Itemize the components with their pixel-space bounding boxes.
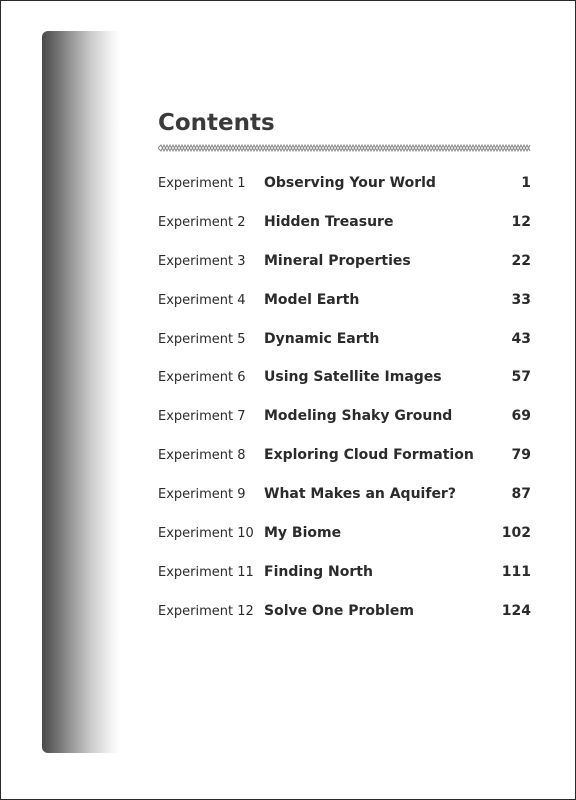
toc-entry[interactable] bbox=[158, 559, 531, 598]
experiment-title: Model Earth bbox=[264, 291, 360, 308]
toc-entry[interactable] bbox=[158, 248, 531, 287]
page-number: 43 bbox=[511, 330, 531, 347]
experiment-title: My Biome bbox=[264, 525, 342, 542]
book-spine-shadow bbox=[42, 31, 120, 753]
page-number: 69 bbox=[511, 408, 531, 425]
experiment-title: Observing Your World bbox=[264, 175, 436, 191]
toc-entry[interactable] bbox=[158, 442, 531, 481]
experiment-number: Experiment 8 bbox=[158, 448, 246, 464]
page-number: 87 bbox=[511, 486, 531, 503]
experiment-title: Using Satellite Images bbox=[264, 369, 442, 386]
experiment-number: Experiment 4 bbox=[158, 292, 246, 308]
page-number: 57 bbox=[511, 369, 531, 386]
experiment-number: Experiment 12 bbox=[158, 603, 254, 619]
page-number: 33 bbox=[511, 291, 531, 308]
decorative-divider bbox=[158, 143, 531, 153]
page-number: 1 bbox=[521, 175, 531, 191]
experiment-title: Dynamic Earth bbox=[264, 330, 380, 347]
experiment-title: Solve One Problem bbox=[264, 602, 414, 619]
experiment-title: Mineral Properties bbox=[264, 252, 411, 269]
table-of-contents bbox=[158, 170, 531, 637]
experiment-number: Experiment 1 bbox=[158, 176, 246, 191]
toc-entry[interactable] bbox=[158, 170, 531, 209]
toc-entry[interactable] bbox=[158, 326, 531, 365]
experiment-number: Experiment 11 bbox=[158, 564, 254, 580]
page-number: 12 bbox=[511, 213, 531, 230]
page-number: 124 bbox=[501, 602, 531, 619]
experiment-title: Exploring Cloud Formation bbox=[264, 447, 474, 464]
page-number: 79 bbox=[511, 447, 531, 464]
experiment-title: Hidden Treasure bbox=[264, 213, 394, 230]
experiment-number: Experiment 7 bbox=[158, 409, 246, 425]
toc-entry[interactable] bbox=[158, 481, 531, 520]
toc-entry[interactable] bbox=[158, 209, 531, 248]
experiment-number: Experiment 2 bbox=[158, 214, 246, 230]
experiment-title: Finding North bbox=[264, 563, 373, 580]
page-number: 111 bbox=[501, 563, 531, 580]
experiment-number: Experiment 9 bbox=[158, 487, 246, 503]
toc-entry[interactable] bbox=[158, 598, 531, 637]
toc-entry[interactable] bbox=[158, 364, 531, 403]
page-number: 102 bbox=[501, 525, 531, 542]
experiment-number: Experiment 3 bbox=[158, 253, 246, 269]
toc-entry[interactable] bbox=[158, 287, 531, 326]
experiment-number: Experiment 6 bbox=[158, 370, 246, 386]
toc-entry[interactable] bbox=[158, 520, 531, 559]
experiment-number: Experiment 5 bbox=[158, 331, 246, 347]
experiment-title: Modeling Shaky Ground bbox=[264, 408, 453, 425]
experiment-number: Experiment 10 bbox=[158, 526, 254, 542]
experiment-title: What Makes an Aquifer? bbox=[264, 486, 456, 503]
toc-entry[interactable] bbox=[158, 403, 531, 442]
contents-heading: Contents bbox=[158, 110, 275, 136]
page-number: 22 bbox=[511, 252, 531, 269]
